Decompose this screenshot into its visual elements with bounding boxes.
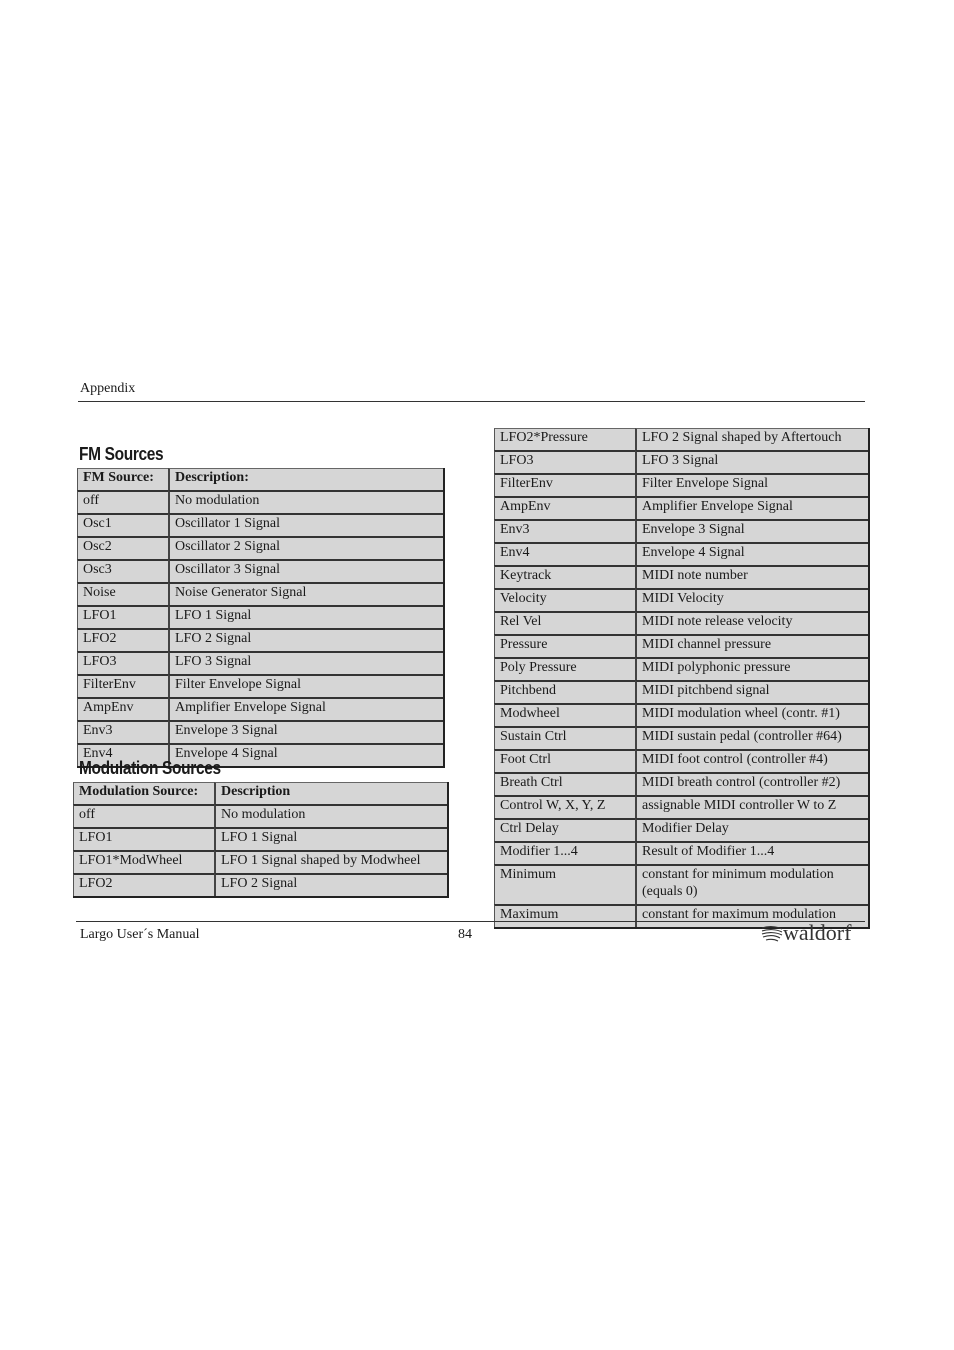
table-row xyxy=(494,680,868,703)
description-cell: LFO 1 Signal shaped by Modwheel xyxy=(214,850,447,873)
description-cell: MIDI channel pressure xyxy=(635,634,868,657)
source-cell: Ctrl Delay xyxy=(494,818,635,841)
description-cell: assignable MIDI controller W to Z xyxy=(635,795,868,818)
description-cell: MIDI Velocity xyxy=(635,588,868,611)
table-row xyxy=(73,827,447,850)
table-row xyxy=(77,674,443,697)
description-cell: Filter Envelope Signal xyxy=(635,473,868,496)
description-cell: No modulation xyxy=(168,490,443,513)
source-cell: Foot Ctrl xyxy=(494,749,635,772)
table-row xyxy=(494,818,868,841)
source-cell: Modifier 1...4 xyxy=(494,841,635,864)
table-row xyxy=(77,605,443,628)
table-row xyxy=(494,726,868,749)
logo-wordmark: waldorf xyxy=(783,920,852,945)
table-row xyxy=(494,657,868,680)
source-cell: Noise xyxy=(77,582,168,605)
description-cell: Noise Generator Signal xyxy=(168,582,443,605)
table-row xyxy=(77,490,443,513)
source-cell: Modwheel xyxy=(494,703,635,726)
table-row xyxy=(494,450,868,473)
table-row xyxy=(494,611,868,634)
source-cell: Breath Ctrl xyxy=(494,772,635,795)
source-cell: LFO2*Pressure xyxy=(494,428,635,450)
source-cell: Osc2 xyxy=(77,536,168,559)
description-cell: MIDI modulation wheel (contr. #1) xyxy=(635,703,868,726)
table-row xyxy=(77,536,443,559)
fm-sources-heading: FM Sources xyxy=(79,444,164,464)
waldorf-logo xyxy=(760,920,866,946)
table-row xyxy=(494,588,868,611)
description-cell: Envelope 3 Signal xyxy=(168,720,443,743)
source-cell: off xyxy=(73,804,214,827)
table-row xyxy=(73,804,447,827)
source-cell: FilterEnv xyxy=(494,473,635,496)
table-row xyxy=(77,651,443,674)
description-cell: MIDI note release velocity xyxy=(635,611,868,634)
source-cell: AmpEnv xyxy=(494,496,635,519)
description-cell: LFO 2 Signal shaped by Aftertouch xyxy=(635,428,868,450)
source-cell: Control W, X, Y, Z xyxy=(494,795,635,818)
modulation-sources-heading: Modulation Sources xyxy=(79,758,221,778)
source-cell: LFO1*ModWheel xyxy=(73,850,214,873)
description-cell: Envelope 4 Signal xyxy=(168,743,443,766)
source-cell: LFO2 xyxy=(73,873,214,896)
table-row xyxy=(77,628,443,651)
description-cell: Envelope 4 Signal xyxy=(635,542,868,565)
source-cell: LFO1 xyxy=(77,605,168,628)
source-cell: Poly Pressure xyxy=(494,657,635,680)
description-cell: Oscillator 2 Signal xyxy=(168,536,443,559)
source-cell: LFO1 xyxy=(73,827,214,850)
description-cell: Amplifier Envelope Signal xyxy=(168,697,443,720)
description-cell: Result of Modifier 1...4 xyxy=(635,841,868,864)
table-row xyxy=(494,795,868,818)
source-cell: Env3 xyxy=(494,519,635,542)
source-cell: LFO2 xyxy=(77,628,168,651)
source-cell: Pressure xyxy=(494,634,635,657)
description-cell: Oscillator 1 Signal xyxy=(168,513,443,536)
source-cell: Sustain Ctrl xyxy=(494,726,635,749)
source-cell: FilterEnv xyxy=(77,674,168,697)
source-cell: Pitchbend xyxy=(494,680,635,703)
description-cell: No modulation xyxy=(214,804,447,827)
table-row xyxy=(73,873,447,896)
table-row xyxy=(494,703,868,726)
table-row xyxy=(494,841,868,864)
description-cell: Envelope 3 Signal xyxy=(635,519,868,542)
table-row xyxy=(77,559,443,582)
description-cell: MIDI pitchbend signal xyxy=(635,680,868,703)
description-cell: constant for minimum modulation (equals 0) xyxy=(635,864,868,904)
description-cell: MIDI breath control (controller #2) xyxy=(635,772,868,795)
table-header-row xyxy=(77,468,443,490)
description-cell: LFO 2 Signal xyxy=(168,628,443,651)
column-header: Description: xyxy=(168,468,443,490)
source-cell: LFO3 xyxy=(494,450,635,473)
source-cell: Osc1 xyxy=(77,513,168,536)
table-row xyxy=(494,542,868,565)
source-cell: Env4 xyxy=(494,542,635,565)
source-cell: Rel Vel xyxy=(494,611,635,634)
table-row xyxy=(494,864,868,904)
table-row xyxy=(494,428,868,450)
source-cell: Osc3 xyxy=(77,559,168,582)
modulation-sources-table xyxy=(73,782,449,898)
description-cell: LFO 1 Signal xyxy=(214,827,447,850)
description-cell: Amplifier Envelope Signal xyxy=(635,496,868,519)
header-section-label: Appendix xyxy=(80,381,136,396)
table-row xyxy=(73,850,447,873)
source-cell: Minimum xyxy=(494,864,635,904)
description-cell: constant for maximum modulation xyxy=(635,904,868,927)
description-cell: LFO 2 Signal xyxy=(214,873,447,896)
source-cell: AmpEnv xyxy=(77,697,168,720)
description-cell: Modifier Delay xyxy=(635,818,868,841)
description-cell: MIDI sustain pedal (controller #64) xyxy=(635,726,868,749)
source-cell: Keytrack xyxy=(494,565,635,588)
footer-divider xyxy=(76,921,865,922)
description-cell: MIDI polyphonic pressure xyxy=(635,657,868,680)
footer-manual-title: Largo User´s Manual xyxy=(80,927,200,942)
table-row xyxy=(77,582,443,605)
source-cell: off xyxy=(77,490,168,513)
header-divider xyxy=(78,401,865,402)
page-number: 84 xyxy=(458,927,472,942)
table-header-row xyxy=(73,782,447,804)
description-cell: Filter Envelope Signal xyxy=(168,674,443,697)
column-header: Description xyxy=(214,782,447,804)
table-row xyxy=(77,697,443,720)
fm-sources-table xyxy=(77,468,445,768)
table-row xyxy=(494,634,868,657)
description-cell: LFO 3 Signal xyxy=(168,651,443,674)
table-row xyxy=(494,473,868,496)
description-cell: LFO 3 Signal xyxy=(635,450,868,473)
source-cell: Env3 xyxy=(77,720,168,743)
description-cell: Oscillator 3 Signal xyxy=(168,559,443,582)
table-row xyxy=(494,496,868,519)
table-row xyxy=(77,720,443,743)
source-cell: Env4 xyxy=(77,743,168,766)
source-cell: Maximum xyxy=(494,904,635,927)
table-row xyxy=(494,749,868,772)
description-cell: MIDI note number xyxy=(635,565,868,588)
table-row xyxy=(494,565,868,588)
description-cell: MIDI foot control (controller #4) xyxy=(635,749,868,772)
column-header: FM Source: xyxy=(77,468,168,490)
source-cell: Velocity xyxy=(494,588,635,611)
modulation-sources-continued-table xyxy=(494,428,870,929)
table-row xyxy=(494,519,868,542)
column-header: Modulation Source: xyxy=(73,782,214,804)
waldorf-logo-mark xyxy=(760,920,866,946)
table-row xyxy=(494,772,868,795)
description-cell: LFO 1 Signal xyxy=(168,605,443,628)
table-row xyxy=(77,513,443,536)
source-cell: LFO3 xyxy=(77,651,168,674)
